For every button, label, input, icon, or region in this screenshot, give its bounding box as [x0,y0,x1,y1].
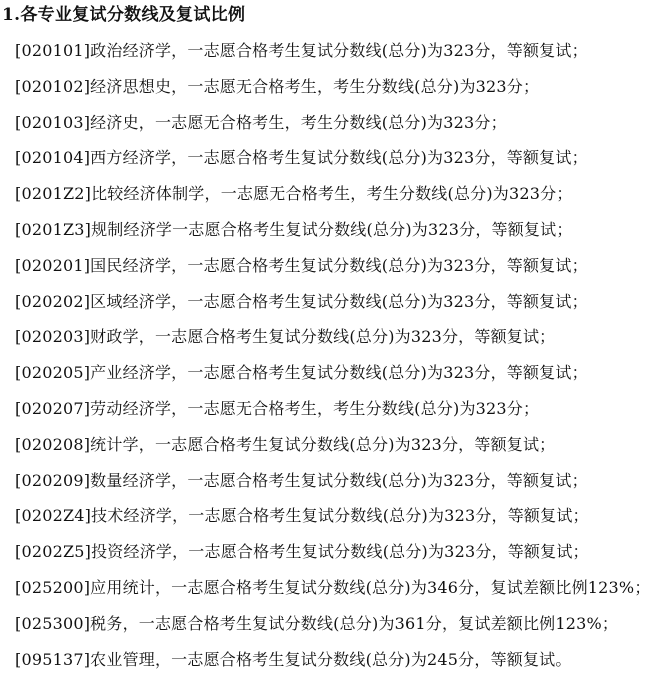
score-line-item: [020201]国民经济学，一志愿合格考生复试分数线(总分)为323分，等额复试； [15,255,588,275]
score-line-item: [020102]经济思想史，一志愿无合格考生，考生分数线(总分)为323分； [15,76,540,96]
score-line-item: [020101]政治经济学，一志愿合格考生复试分数线(总分)为323分，等额复试； [15,41,588,60]
score-line-list [15,38,655,682]
score-line-item: [020202]区域经济学，一志愿合格考生复试分数线(总分)为323分，等额复试； [15,291,588,311]
score-line-item: [0202Z5]投资经济学，一志愿合格考生复试分数线(总分)为323分，等额复试； [15,542,589,562]
score-line-item: [020208]统计学，一志愿合格考生复试分数线(总分)为323分，等额复试； [15,434,556,454]
score-line-item: [0202Z4]技术经济学，一志愿合格考生复试分数线(总分)为323分，等额复试； [15,506,589,526]
score-line-item: [020205]产业经济学，一志愿合格考生复试分数线(总分)为323分，等额复试； [15,363,588,383]
score-line-item: [020203]财政学，一志愿合格考生复试分数线(总分)为323分，等额复试； [15,327,556,347]
score-line-item: [0201Z3]规制经济学一志愿合格考生复试分数线(总分)为323分，等额复试； [15,219,573,239]
score-line-item: [095137]农业管理，一志愿合格考生复试分数线(总分)为245分，等额复试。 [15,649,572,669]
section-heading: 1.各专业复试分数线及复试比例 [2,5,246,25]
score-line-item: [025200]应用统计，一志愿合格考生复试分数线(总分)为346分，复试差额比例123%； [15,577,651,597]
score-line-item: [020104]西方经济学，一志愿合格考生复试分数线(总分)为323分，等额复试； [15,148,588,168]
score-line-item: [0201Z2]比较经济体制学，一志愿无合格考生，考生分数线(总分)为323分； [15,184,573,204]
score-line-item: [020207]劳动经济学，一志愿无合格考生，考生分数线(总分)为323分； [15,398,540,418]
score-line-item: [020209]数量经济学，一志愿合格考生复试分数线(总分)为323分，等额复试； [15,470,588,490]
score-line-item: [025300]税务，一志愿合格考生复试分数线(总分)为361分，复试差额比例123%； [15,613,619,633]
score-line-item: [020103]经济史，一志愿无合格考生，考生分数线(总分)为323分； [15,112,507,132]
